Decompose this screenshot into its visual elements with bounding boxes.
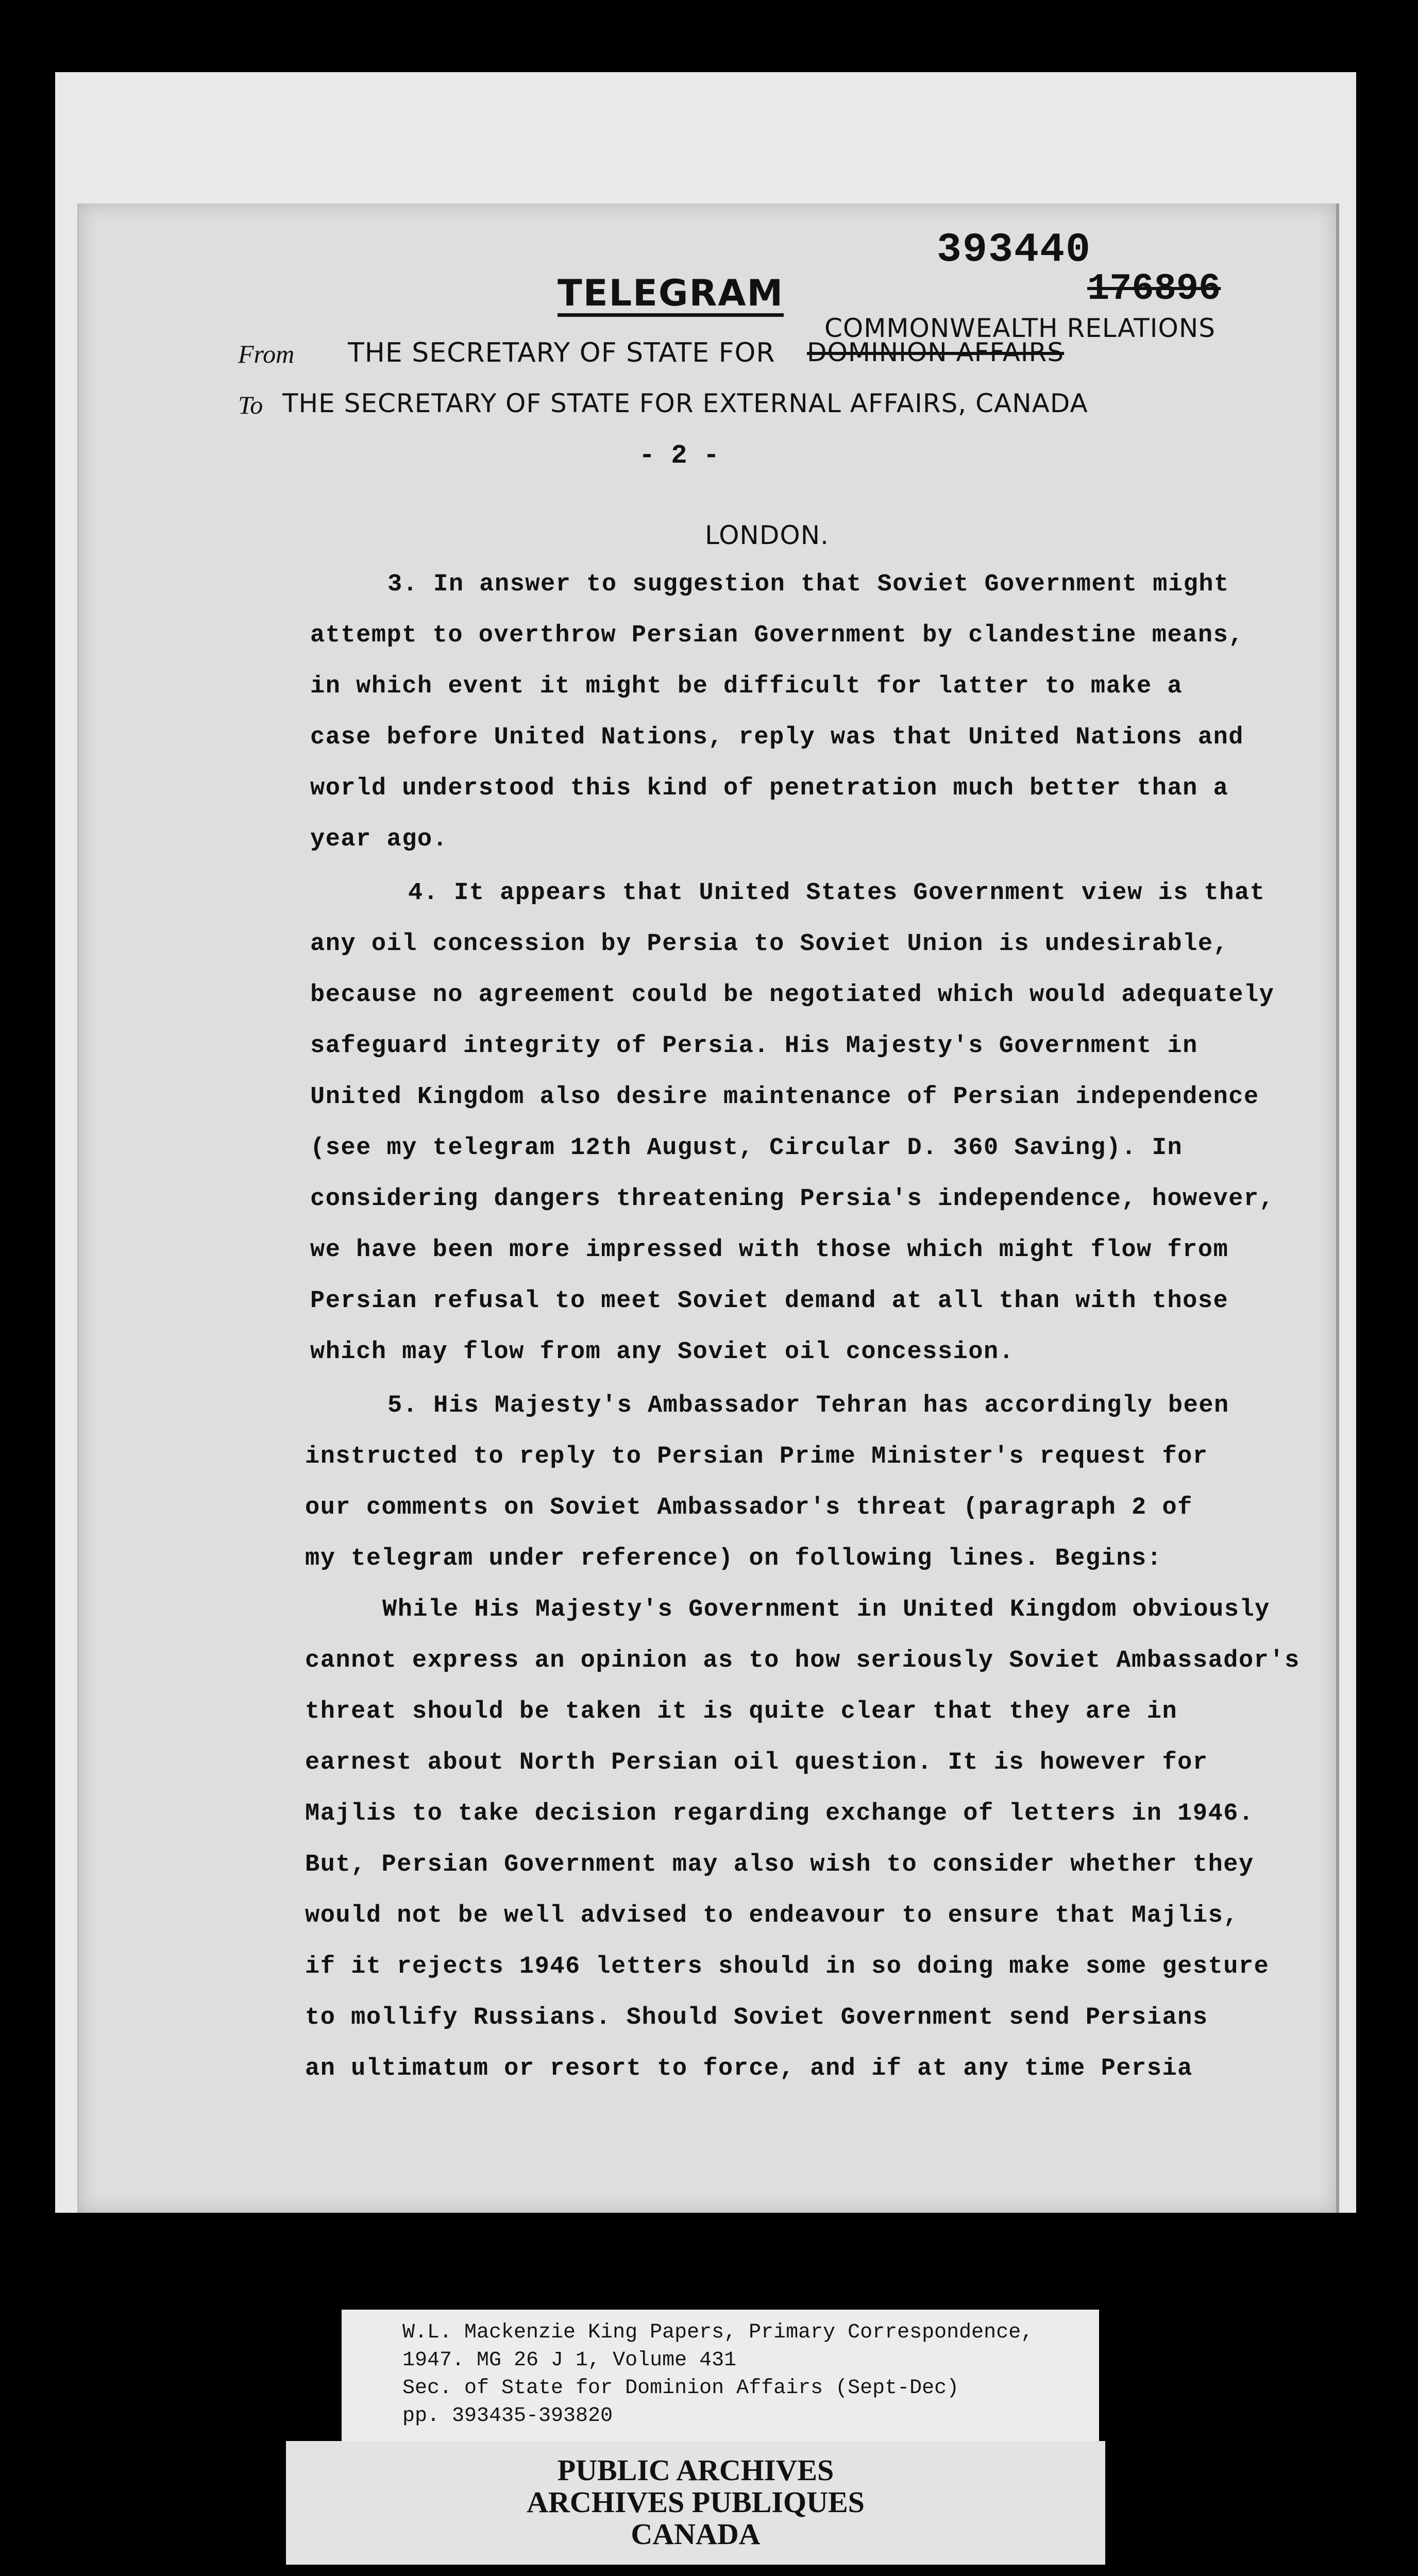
body-line: (see my telegram 12th August, Circular D. 360 Saving). In [310,1134,1183,1162]
from-replacement-text: COMMONWEALTH RELATIONS [824,313,1216,343]
stamp-line: W.L. Mackenzie King Papers, Primary Correspondence, [402,2321,1034,2344]
body-line: my telegram under reference) on following lines. Begins: [305,1545,1162,1572]
serial-number: 393440 [937,227,1092,274]
body-line: because no agreement could be negotiated which would adequately [310,981,1275,1009]
body-line: which may flow from any Soviet oil concession. [310,1338,1015,1366]
to-text: THE SECRETARY OF STATE FOR EXTERNAL AFFAIRS, CANADA [282,388,1088,418]
body-line: to mollify Russians. Should Soviet Government send Persians [305,2004,1208,2031]
body-line: earnest about North Persian oil question. It is however for [305,1749,1208,1776]
body-line: United Kingdom also desire maintenance of Persian independence [310,1083,1259,1111]
archives-label-line: ARCHIVES PUBLIQUES [527,2485,865,2519]
body-line: an ultimatum or resort to force, and if at any time Persia [305,2055,1193,2082]
archives-label-line: PUBLIC ARCHIVES [557,2453,834,2487]
body-line: would not be well advised to endeavour to ensure that Majlis, [305,1902,1239,1929]
body-line: But, Persian Government may also wish to consider whether they [305,1851,1254,1878]
public-archives-label [286,2441,1105,2565]
body-line: any oil concession by Persia to Soviet Union is undesirable, [310,930,1229,958]
body-line: if it rejects 1946 letters should in so doing make some gesture [305,1953,1270,1980]
struck-serial-number: 176896 [1087,268,1221,310]
body-line: attempt to overthrow Persian Government by clandestine means, [310,622,1244,649]
stamp-line: Sec. of State for Dominion Affairs (Sept-Dec) [402,2377,959,2400]
body-line: 5. His Majesty's Ambassador Tehran has accordingly been [387,1392,1229,1419]
body-line: year ago. [310,826,448,853]
body-line: threat should be taken it is quite clear that they are in [305,1698,1178,1725]
body-line: Persian refusal to meet Soviet demand at all than with those [310,1287,1229,1315]
body-line: While His Majesty's Government in United Kingdom obviously [382,1596,1270,1623]
body-line: case before United Nations, reply was that United Nations and [310,724,1244,751]
body-line: 4. It appears that United States Government view is that [408,879,1265,907]
body-line: instructed to reply to Persian Prime Minister's request for [305,1443,1208,1470]
from-label: From [238,340,295,368]
body-line: considering dangers threatening Persia's independence, however, [310,1185,1275,1213]
stamp-line: 1947. MG 26 J 1, Volume 431 [402,2349,737,2372]
to-label: To [238,391,263,419]
from-text: THE SECRETARY OF STATE FOR [348,337,775,368]
body-line: cannot express an opinion as to how seriously Soviet Ambassador's [305,1647,1300,1674]
stamp-line: pp. 393435-393820 [402,2404,613,2428]
body-line: in which event it might be difficult for latter to make a [310,673,1183,700]
body-line: our comments on Soviet Ambassador's threat (paragraph 2 of [305,1494,1193,1521]
body-line: 3. In answer to suggestion that Soviet Government might [387,571,1229,598]
place-name: LONDON. [705,520,829,550]
telegram-title: TELEGRAM [558,273,784,317]
body-line: Majlis to take decision regarding exchange of letters in 1946. [305,1800,1254,1827]
body-line: world understood this kind of penetration much better than a [310,775,1229,802]
body-line: safeguard integrity of Persia. His Majesty's Government in [310,1032,1198,1060]
archives-label-line: CANADA [631,2517,761,2551]
from-struck-text: DOMINION AFFAIRS [807,337,1065,367]
body-line: we have been more impressed with those which might flow from [310,1236,1229,1264]
page-number: - 2 - [639,440,720,471]
